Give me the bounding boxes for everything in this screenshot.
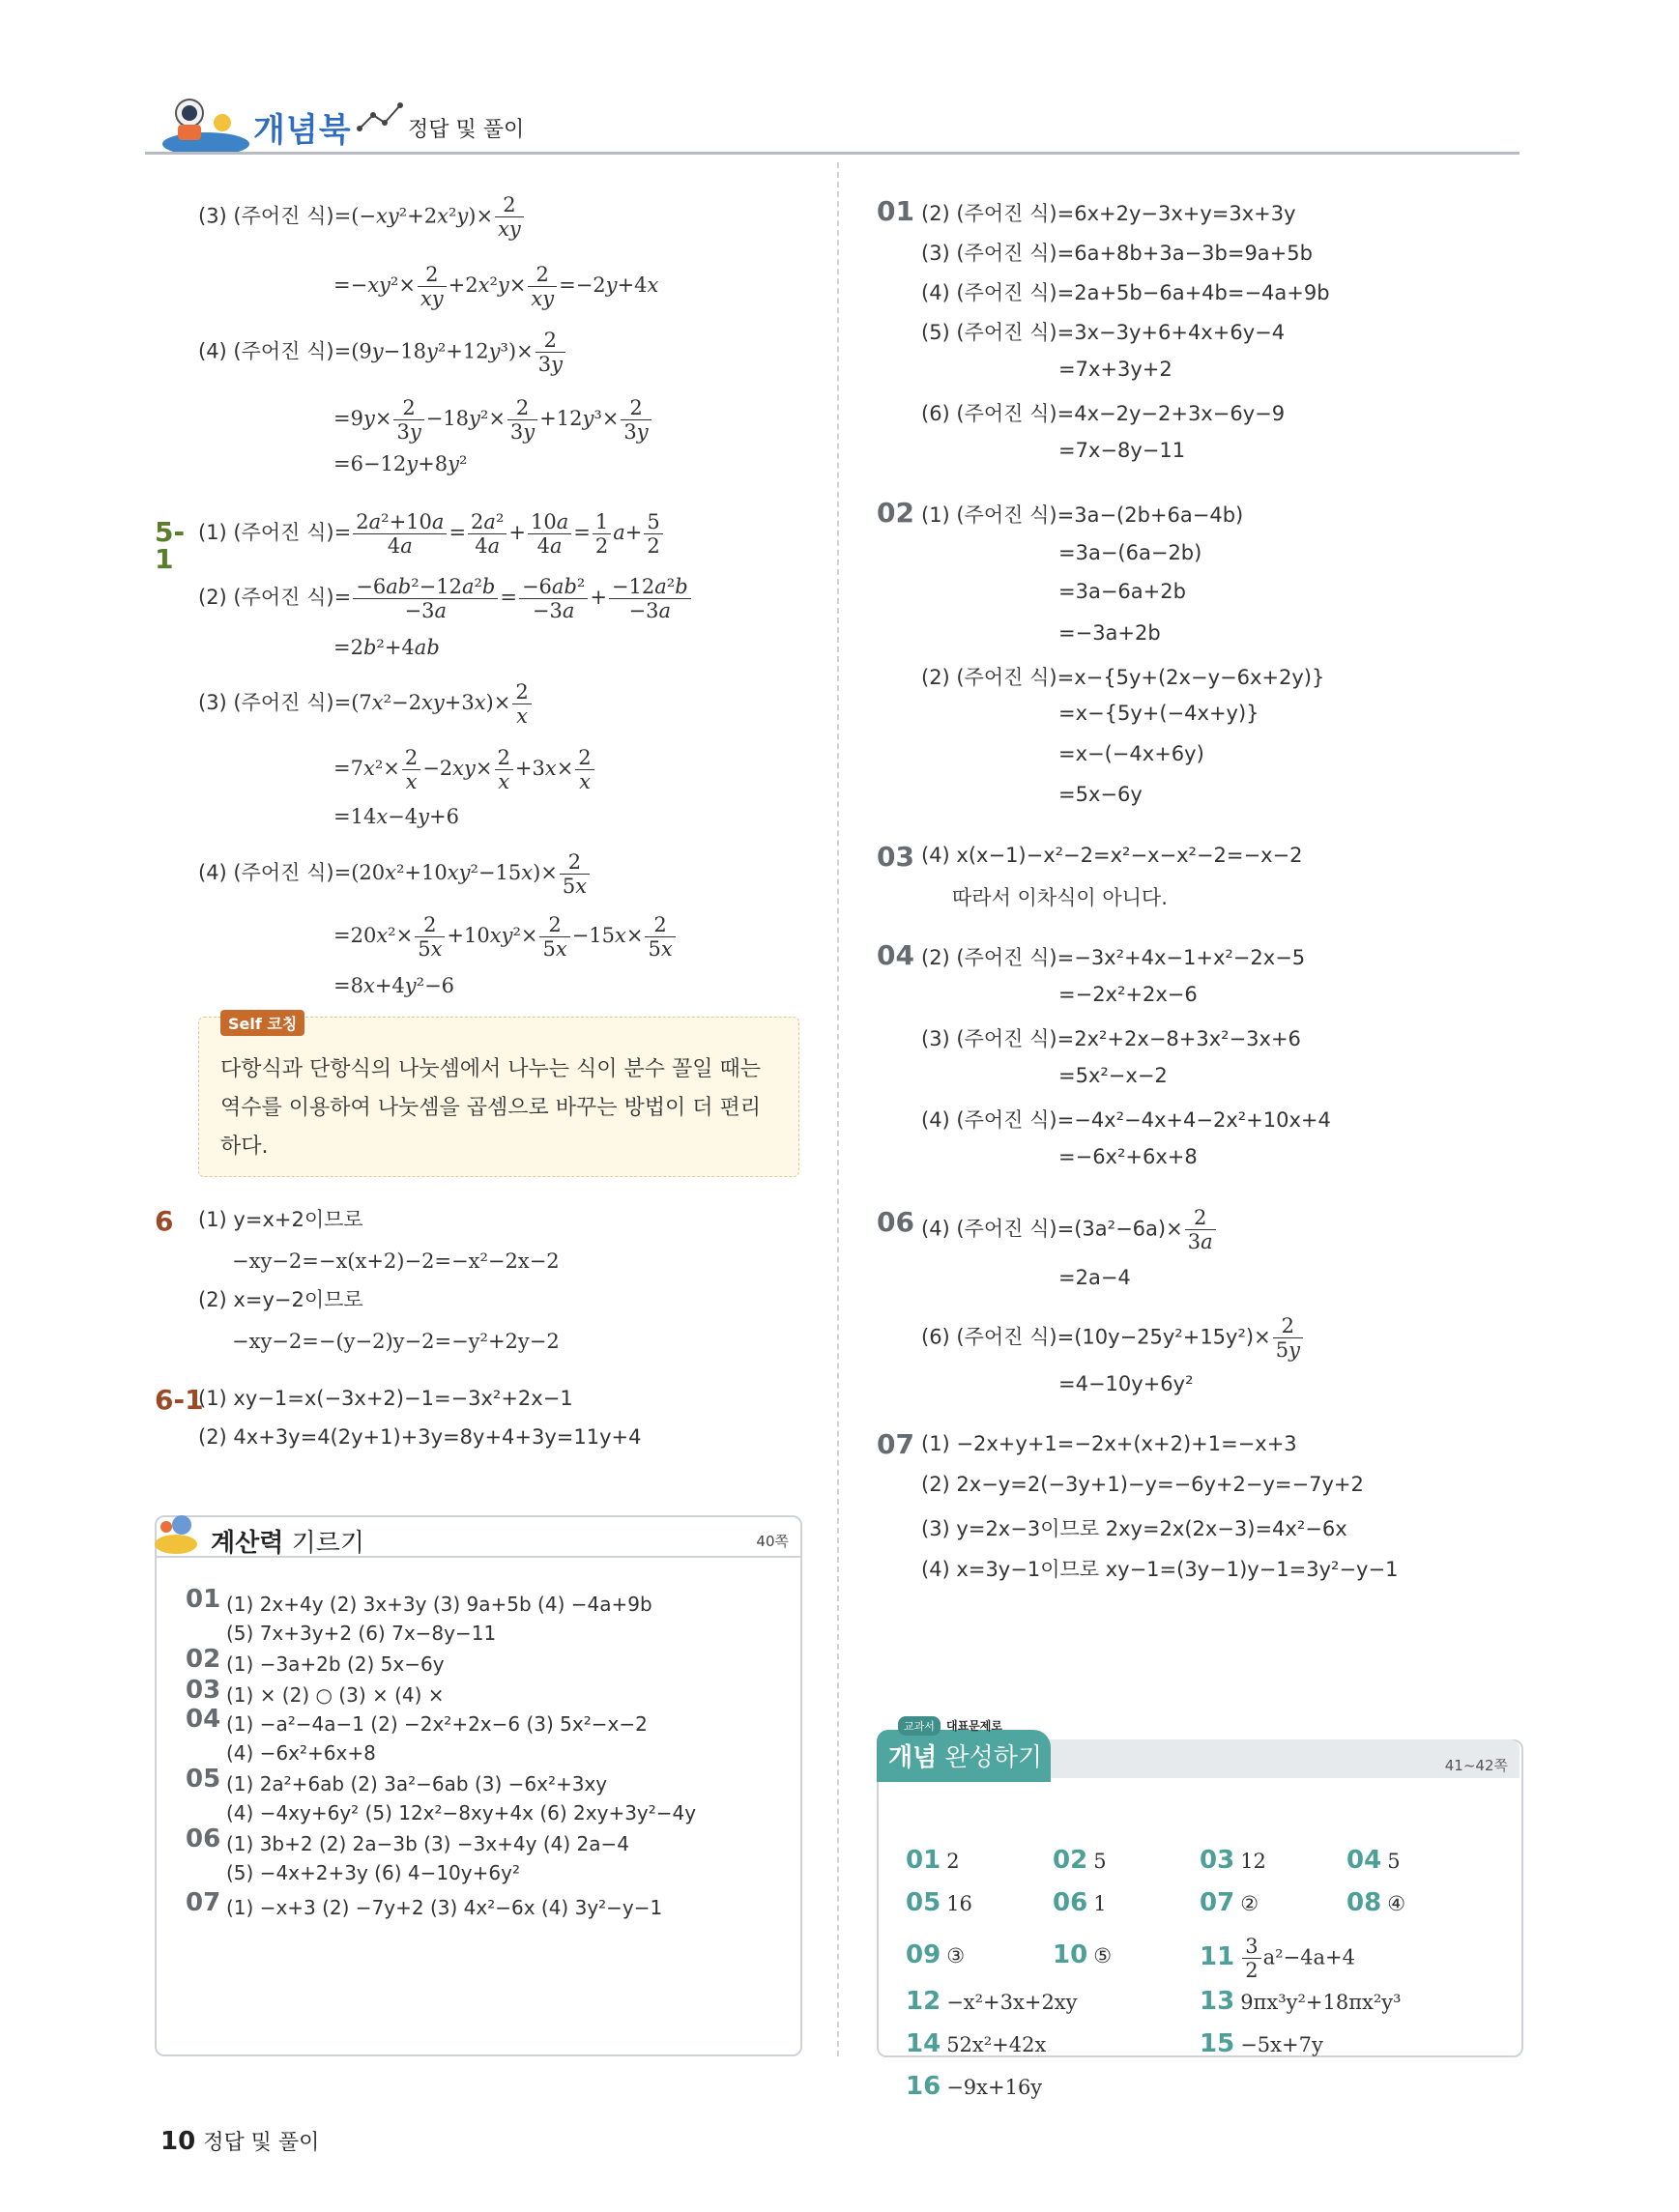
calc-item-line: (4) −4xy+6y² (5) 12x²−8xy+4x (6) 2xy+3y²−4y	[226, 1801, 697, 1824]
q06-line1	[921, 1206, 1218, 1253]
done-answer	[1200, 1888, 1259, 1917]
self-coaching-text: 다항식과 단항식의 나눗셈에서 나누는 식이 분수 꼴일 때는 역수를 이용하여 나눗셈을 곱셈으로 바꾸는 방법이 더 편리하다.	[220, 1057, 762, 1159]
astronaut-mascot-icon	[153, 94, 249, 154]
eq-5-1-3b: =7x²× $\frac{2}{x}$ −2xy× $\frac{2}{x}$ +3x× $\frac{2}{x}$	[333, 746, 596, 793]
q06-line3	[921, 1314, 1305, 1362]
done-answer-number: 03	[1200, 1846, 1235, 1875]
footer-text: 정답 및 풀이	[203, 2131, 320, 2155]
done-answer-value: 9πx³y²+18πx²y³	[1240, 1991, 1402, 2014]
calc-item-line: (1) 2a²+6ab (2) 3a²−6ab (3) −6x²+3xy	[226, 1772, 608, 1795]
done-answer	[1200, 1987, 1402, 2016]
right-line: (2) 2x−y=2(−3y+1)−y=−6y+2−y=−7y+2	[921, 1473, 1364, 1496]
eq-4-line3: =6−12y+8y²	[333, 452, 468, 475]
p6-line2: −xy−2=−x(x+2)−2=−x²−2x−2	[232, 1250, 560, 1273]
right-problem-number: 06	[877, 1206, 914, 1238]
eq-label: (4) (주어진 식)	[198, 339, 334, 363]
calc-box-pages: 40쪽	[756, 1533, 789, 1550]
right-line: (3) (주어진 식)=2x²+2x−8+3x²−3x+6	[921, 1027, 1301, 1050]
right-problem-number: 07	[877, 1428, 914, 1460]
right-line: =5x−6y	[1058, 783, 1143, 806]
constellation-icon	[356, 101, 404, 134]
calc-title-rest: 기르기	[283, 1529, 364, 1558]
page-number: 10	[160, 2127, 196, 2156]
q06-line3-text: (6) (주어진 식)=(10y−25y²+15y²)×	[921, 1325, 1271, 1349]
calc-item-number: 01	[186, 1585, 221, 1614]
header-subtitle: 정답 및 풀이	[408, 118, 525, 142]
done-answer-number: 13	[1200, 1987, 1235, 2016]
eq-label: (3) (주어진 식)	[198, 204, 334, 228]
calc-item-line: (1) −a²−4a−1 (2) −2x²+2x−6 (3) 5x²−x−2	[226, 1712, 648, 1736]
q06-line4: =4−10y+6y²	[1058, 1372, 1194, 1395]
eq-5-1-4: (4) (주어진 식)=(20x²+10xy²−15x)× $\frac{2}{5x}$	[198, 850, 592, 898]
done-answer-value: −9x+16y	[946, 2076, 1043, 2099]
done-pages: 41~42쪽	[1444, 1757, 1508, 1774]
calc-item-line: (1) −x+3 (2) −7y+2 (3) 4x²−6x (4) 3y²−y−1	[226, 1896, 663, 1919]
right-line: =−2x²+2x−6	[1058, 983, 1198, 1006]
eq-5-1-4b: =20x²× $\frac{2}{5x}$ +10xy²× $\frac{2}{5x}$ −15x× $\frac{2}{5x}$	[333, 913, 678, 961]
eq-5-1-2: (2) (주어진 식)= $\frac{\text{−6ab²−12a²b}}{-3a}$ = $\frac{\text{−6ab²}}{-3a}$ + $\frac{\text{−12a²b}}{-3a}$	[198, 575, 693, 622]
calc-item-number: 06	[186, 1824, 221, 1853]
done-answer	[1200, 2029, 1323, 2058]
done-answer-value: ⑤	[1093, 1944, 1113, 1968]
done-answer-number: 08	[1346, 1888, 1382, 1917]
done-answer	[906, 1987, 1078, 2016]
right-line: =x−(−4x+6y)	[1058, 742, 1204, 765]
eq-label: (주어진 식)	[233, 691, 334, 715]
right-line: (3) y=2x−3이므로 2xy=2x(2x−3)=4x²−6x	[921, 1517, 1347, 1540]
done-answer-value: ④	[1387, 1892, 1406, 1915]
done-title-rest: 완성하기	[937, 1743, 1042, 1772]
eq-label: (주어진 식)	[233, 521, 334, 545]
calc-item-line: (1) 2x+4y (2) 3x+3y (3) 9a+5b (4) −4a+9b	[226, 1593, 652, 1616]
done-answer	[906, 1846, 960, 1875]
right-line: (2) (주어진 식)=x−{5y+(2x−y−6x+2y)}	[921, 666, 1325, 689]
fraction: $\frac{2}{5y}$	[1273, 1314, 1303, 1362]
right-line: =−6x²+6x+8	[1058, 1145, 1198, 1168]
fraction: $\frac{2}{3a}$	[1185, 1206, 1216, 1253]
right-line: =3a−(6a−2b)	[1058, 541, 1202, 564]
done-answer	[1053, 1846, 1107, 1875]
done-answer-value: 5	[1093, 1850, 1107, 1873]
done-answer-number: 11	[1200, 1941, 1235, 1971]
done-answer-number: 10	[1053, 1940, 1088, 1969]
calc-item-number: 07	[186, 1888, 221, 1917]
textbook-badge: 교과서	[898, 1716, 941, 1736]
calc-item-line: (5) −4x+2+3y (6) 4−10y+6y²	[226, 1861, 520, 1884]
right-line: =7x−8y−11	[1058, 439, 1186, 462]
done-answer-value: −5x+7y	[1240, 2033, 1323, 2056]
done-answer	[1200, 1935, 1355, 1982]
eq-4-line2: =9y× $\frac{2}{3y}$ −18y²× $\frac{2}{3y}$ +12y³× $\frac{2}{3y}$	[333, 396, 653, 444]
done-answer-number: 14	[906, 2029, 941, 2058]
calc-item-line: (1) 3b+2 (2) 2a−3b (3) −3x+4y (4) 2a−4	[226, 1832, 629, 1855]
page-footer	[160, 2126, 319, 2156]
p6-line4: −xy−2=−(y−2)y−2=−y²+2y−2	[232, 1330, 560, 1353]
done-answer-value: a²−4a+4	[1262, 1945, 1355, 1969]
right-line: (1) −2x+y+1=−2x+(x+2)+1=−x+3	[921, 1432, 1297, 1455]
done-answer	[1053, 1940, 1112, 1969]
done-answer-number: 02	[1053, 1846, 1088, 1875]
right-line: (6) (주어진 식)=4x−2y−2+3x−6y−9	[921, 402, 1286, 425]
eq-3-line1: (3) (주어진 식)=(−xy²+2x²y)× $\frac{2}{xy}$	[198, 193, 526, 241]
p6-1-line2: (2) 4x+3y=4(2y+1)+3y=8y+4+3y=11y+4	[198, 1425, 642, 1449]
calc-item-line: (4) −6x²+6x+8	[226, 1741, 376, 1765]
done-answer-number: 07	[1200, 1888, 1235, 1917]
done-answer-value: ③	[946, 1944, 966, 1968]
column-divider	[837, 162, 839, 2056]
done-answer-number: 12	[906, 1987, 941, 2016]
right-problem-number: 01	[877, 195, 914, 227]
eq-3-line2: =−xy²× $\frac{2}{xy}$ +2x²y× $\frac{2}{xy}$ =−2y+4x	[333, 263, 659, 311]
done-title-bold: 개념	[888, 1743, 938, 1772]
calc-item-number: 04	[186, 1705, 221, 1734]
done-answer-value: 12	[1240, 1850, 1266, 1873]
book-title: 개념북	[253, 111, 352, 150]
done-answer-number: 05	[906, 1888, 941, 1917]
calc-item-number: 05	[186, 1765, 221, 1794]
right-line: (2) (주어진 식)=−3x²+4x−1+x²−2x−5	[921, 946, 1306, 969]
right-line: (3) (주어진 식)=6a+8b+3a−3b=9a+5b	[921, 242, 1313, 265]
done-answer-value: 2	[946, 1850, 960, 1873]
done-answer-number: 09	[906, 1940, 941, 1969]
page-header	[145, 92, 1520, 155]
right-problem-number: 03	[877, 841, 914, 873]
calculation-practice-box	[155, 1515, 802, 2056]
done-answer	[906, 1888, 972, 1917]
done-answer	[906, 2072, 1042, 2101]
eq-5-1-3c: =14x−4y+6	[333, 805, 459, 828]
frac-numerator: 3	[1242, 1935, 1260, 1959]
right-line: (4) (주어진 식)=2a+5b−6a+4b=−4a+9b	[921, 281, 1330, 304]
done-title	[888, 1738, 1042, 1773]
done-answer-value: 5	[1387, 1850, 1401, 1873]
eq-5-1-3: (3) (주어진 식)=(7x²−2xy+3x)× $\frac{2}{x}$	[198, 680, 534, 728]
fraction: $\frac{2}{xy}$	[495, 193, 524, 241]
done-answer-number: 06	[1053, 1888, 1088, 1917]
done-answer	[1053, 1888, 1107, 1917]
done-answer-value: 1	[1093, 1892, 1107, 1915]
fraction	[1242, 1935, 1260, 1982]
done-answer-number: 16	[906, 2072, 941, 2101]
eq-5-1-4c: =8x+4y²−6	[333, 974, 455, 997]
right-line: (4) x(x−1)−x²−2=x²−x−x²−2=−x−2	[921, 844, 1303, 867]
problem-6-1-number: 6-1	[155, 1384, 204, 1416]
done-answer-value: ②	[1240, 1892, 1259, 1915]
problem-6-number: 6	[155, 1205, 174, 1237]
right-line: =5x²−x−2	[1058, 1064, 1168, 1087]
p6-line1: (1) y=x+2이므로	[198, 1208, 363, 1231]
done-answer	[906, 2029, 1046, 2058]
right-line: (4) x=3y−1이므로 xy−1=(3y−1)y−1=3y²−y−1	[921, 1558, 1399, 1581]
header-rule	[145, 152, 1520, 155]
eq-label: (주어진 식)	[233, 586, 334, 610]
done-answer-number: 01	[906, 1846, 941, 1875]
done-answer-number: 04	[1346, 1846, 1382, 1875]
right-line: 따라서 이차식이 아니다.	[952, 886, 1168, 909]
eq-5-1-1: (1) (주어진 식)= $\frac{\text{2a²+10a}}{4a}$ = $\frac{\text{2a²}}{4a}$ + $\frac{10a}{4a}$ = $\frac{1}{2}$ a+ $\frac{5}{2}$	[198, 510, 665, 558]
calc-title-bold: 계산력	[211, 1529, 284, 1558]
right-line: (1) (주어진 식)=3a−(2b+6a−4b)	[921, 503, 1244, 527]
right-problem-number: 04	[877, 939, 914, 971]
calc-item-line: (1) −3a+2b (2) 5x−6y	[226, 1652, 445, 1676]
done-answer-value: 16	[946, 1892, 972, 1915]
right-line: =−3a+2b	[1058, 621, 1161, 645]
right-line: =3a−6a+2b	[1058, 580, 1186, 603]
done-answer	[1346, 1888, 1405, 1917]
done-answer	[1346, 1846, 1401, 1875]
calc-box-header-line	[157, 1517, 800, 1558]
q06-line2: =2a−4	[1058, 1266, 1131, 1289]
eq-label: (주어진 식)	[233, 861, 334, 885]
eq-4-line1: (4) (주어진 식)=(9y−18y²+12y³)× $\frac{2}{3y}$	[198, 329, 567, 376]
done-answer-value: −x²+3x+2xy	[946, 1991, 1078, 2014]
done-answer	[906, 1940, 965, 1969]
problem-5-1-number: 5-1	[155, 516, 186, 575]
right-line: =7x+3y+2	[1058, 358, 1172, 381]
right-line: =x−{5y+(−4x+y)}	[1058, 702, 1259, 725]
calc-item-number: 03	[186, 1676, 221, 1705]
frac-denominator: 2	[1245, 1959, 1259, 1983]
p6-line3: (2) x=y−2이므로	[198, 1288, 363, 1311]
done-answer	[1200, 1846, 1266, 1875]
done-answer-number: 15	[1200, 2029, 1235, 2058]
calc-item-line: (5) 7x+3y+2 (6) 7x−8y−11	[226, 1622, 497, 1645]
representative-badge: 대표문제로	[946, 1719, 1002, 1733]
done-answer-value: 52x²+42x	[946, 2033, 1047, 2056]
right-problem-number: 02	[877, 497, 914, 529]
calc-item-number: 02	[186, 1645, 221, 1674]
calc-item-line: (1) × (2) ○ (3) × (4) ×	[226, 1683, 445, 1707]
right-line: (5) (주어진 식)=3x−3y+6+4x+6y−4	[921, 321, 1286, 344]
right-line: (2) (주어진 식)=6x+2y−3x+y=3x+3y	[921, 202, 1296, 225]
concept-completion-box	[877, 1681, 1520, 2101]
self-coaching-tag: Self 코칭	[220, 1010, 304, 1036]
eq-5-1-2b: =2b²+4ab	[333, 636, 440, 659]
p6-1-line1: (1) xy−1=x(−3x+2)−1=−3x²+2x−1	[198, 1387, 573, 1410]
q06-line1-text: (4) (주어진 식)=(3a²−6a)×	[921, 1217, 1183, 1241]
right-line: (4) (주어진 식)=−4x²−4x+4−2x²+10x+4	[921, 1108, 1331, 1132]
self-coaching-box	[198, 1017, 799, 1177]
